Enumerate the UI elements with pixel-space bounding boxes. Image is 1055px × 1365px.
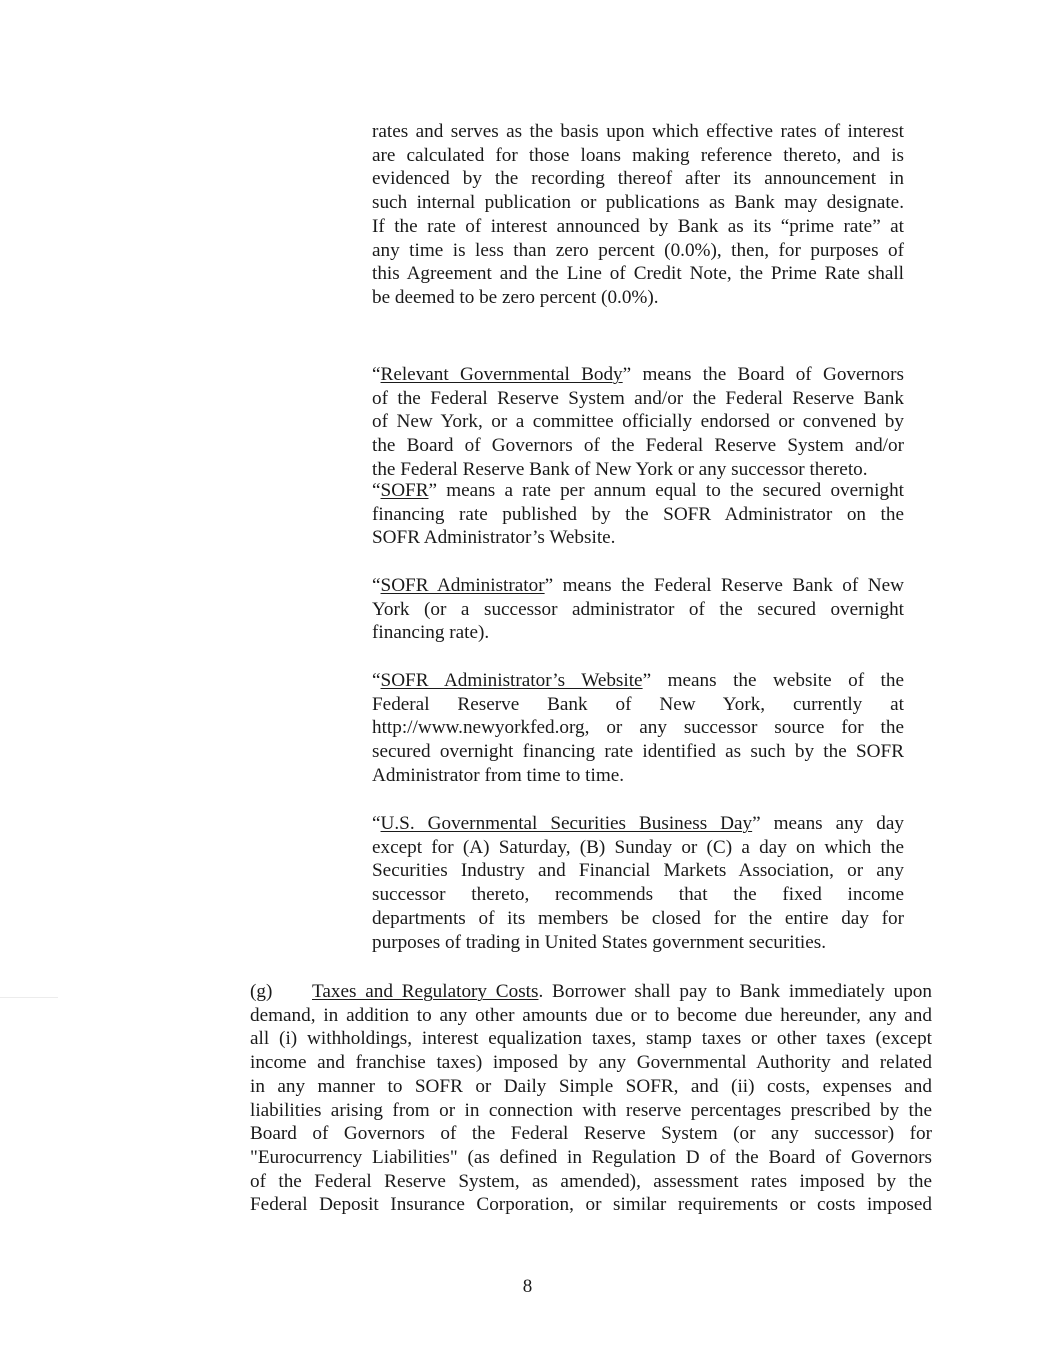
defined-term: SOFR Administrator’s Website	[380, 670, 643, 691]
text-line: If the rate of interest announced by Bank as its “prime rate” at	[372, 215, 904, 237]
section-heading: Taxes and Regulatory Costs	[312, 981, 539, 1002]
text-line: be deemed to be zero percent (0.0%).	[372, 286, 659, 308]
definition-text: ” means the Federal Reserve Bank of New	[544, 575, 904, 596]
text-line: Securities Industry and Financial Markets Association, or any	[372, 860, 904, 882]
text-line: the Board of Governors of the Federal Reserve System and/or	[372, 435, 904, 457]
text-line: income and franchise taxes) imposed by any Governmental Authority and related	[250, 1052, 932, 1074]
open-quote: “	[372, 813, 381, 834]
open-quote: “	[372, 575, 381, 596]
definition-sofr	[372, 479, 904, 550]
prime-rate-paragraph	[372, 120, 904, 310]
definition-first-line	[372, 812, 904, 836]
text-line: such internal publication or publications as Bank may designate.	[372, 192, 904, 214]
text-line: of the Federal Reserve System, as amended), assessment rates imposed by the	[250, 1170, 932, 1192]
definition-text: ” means a rate per annum equal to the secured overnight	[428, 480, 904, 501]
defined-term: Relevant Governmental Body	[380, 364, 623, 385]
section-text: . Borrower shall pay to Bank immediately upon	[538, 981, 932, 1002]
definition-us-governmental-securities-business-day	[372, 812, 904, 954]
text-line: liabilities arising from or in connection with reserve percentages prescribed by the	[250, 1099, 932, 1121]
text-line: all (i) withholdings, interest equalization taxes, stamp taxes or other taxes (except	[250, 1028, 932, 1050]
page-number: 8	[522, 1276, 533, 1297]
text-line: in any manner to SOFR or Daily Simple SOFR, and (ii) costs, expenses and	[250, 1075, 932, 1097]
definition-relevant-governmental-body	[372, 363, 904, 482]
section-g-taxes-and-regulatory-costs	[250, 980, 932, 1217]
text-line: except for (A) Saturday, (B) Sunday or (C) a day on which the	[372, 836, 904, 858]
scan-artifact	[0, 997, 58, 998]
text-line: demand, in addition to any other amounts due or to become due hereunder, any and	[250, 1004, 932, 1026]
open-quote: “	[372, 364, 381, 385]
defined-term: SOFR Administrator	[380, 575, 545, 596]
text-line: purposes of trading in United States government securities.	[372, 931, 827, 953]
definition-text: ” means the website of the	[642, 670, 905, 691]
text-line: any time is less than zero percent (0.0%), then, for purposes of	[372, 239, 904, 261]
definition-first-line	[372, 363, 904, 387]
text-line: Board of Governors of the Federal Reserve System (or any successor) for	[250, 1123, 932, 1145]
definition-first-line	[372, 669, 904, 693]
text-line: of New York, or a committee officially endorsed or convened by	[372, 411, 904, 433]
section-label: (g)	[250, 981, 273, 1002]
text-line: Federal Deposit Insurance Corporation, or similar requirements or costs imposed	[250, 1194, 932, 1216]
definition-sofr-administrator	[372, 574, 904, 645]
text-line: the Federal Reserve Bank of New York or any successor thereto.	[372, 458, 868, 480]
text-line: of the Federal Reserve System and/or the Federal Reserve Bank	[372, 387, 904, 409]
text-line: "Eurocurrency Liabilities" (as defined in Regulation D of the Board of Governors	[250, 1146, 932, 1168]
text-line: financing rate).	[372, 622, 490, 644]
definition-text: ” means the Board of Governors	[622, 364, 904, 385]
text-line: Federal Reserve Bank of New York, currently at	[372, 693, 904, 715]
text-line: secured overnight financing rate identified as such by the SOFR	[372, 741, 904, 763]
text-line: evidenced by the recording thereof after its announcement in	[372, 168, 904, 190]
text-line: York (or a successor administrator of the secured overnight	[372, 598, 904, 620]
defined-term: U.S. Governmental Securities Business Day	[380, 813, 753, 834]
text-line: Administrator from time to time.	[372, 764, 625, 786]
open-quote: “	[372, 480, 381, 501]
open-quote: “	[372, 670, 381, 691]
text-line: SOFR Administrator’s Website.	[372, 527, 616, 549]
text-line: rates and serves as the basis upon which effective rates of interest	[372, 121, 904, 142]
definition-first-line	[372, 574, 904, 598]
definition-sofr-administrators-website	[372, 669, 904, 788]
definition-first-line	[372, 479, 904, 503]
text-line: successor thereto, recommends that the fixed income	[372, 884, 904, 906]
text-line: this Agreement and the Line of Credit Note, the Prime Rate shall	[372, 263, 904, 285]
text-line: are calculated for those loans making reference thereto, and is	[372, 144, 904, 166]
section-first-line	[250, 980, 932, 1004]
defined-term: SOFR	[380, 480, 429, 501]
text-line: departments of its members be closed for the entire day for	[372, 907, 904, 929]
text-line: financing rate published by the SOFR Administrator on the	[372, 503, 904, 525]
text-line: http://www.newyorkfed.org, or any successor source for the	[372, 717, 904, 739]
definition-text: ” means any day	[752, 813, 904, 834]
